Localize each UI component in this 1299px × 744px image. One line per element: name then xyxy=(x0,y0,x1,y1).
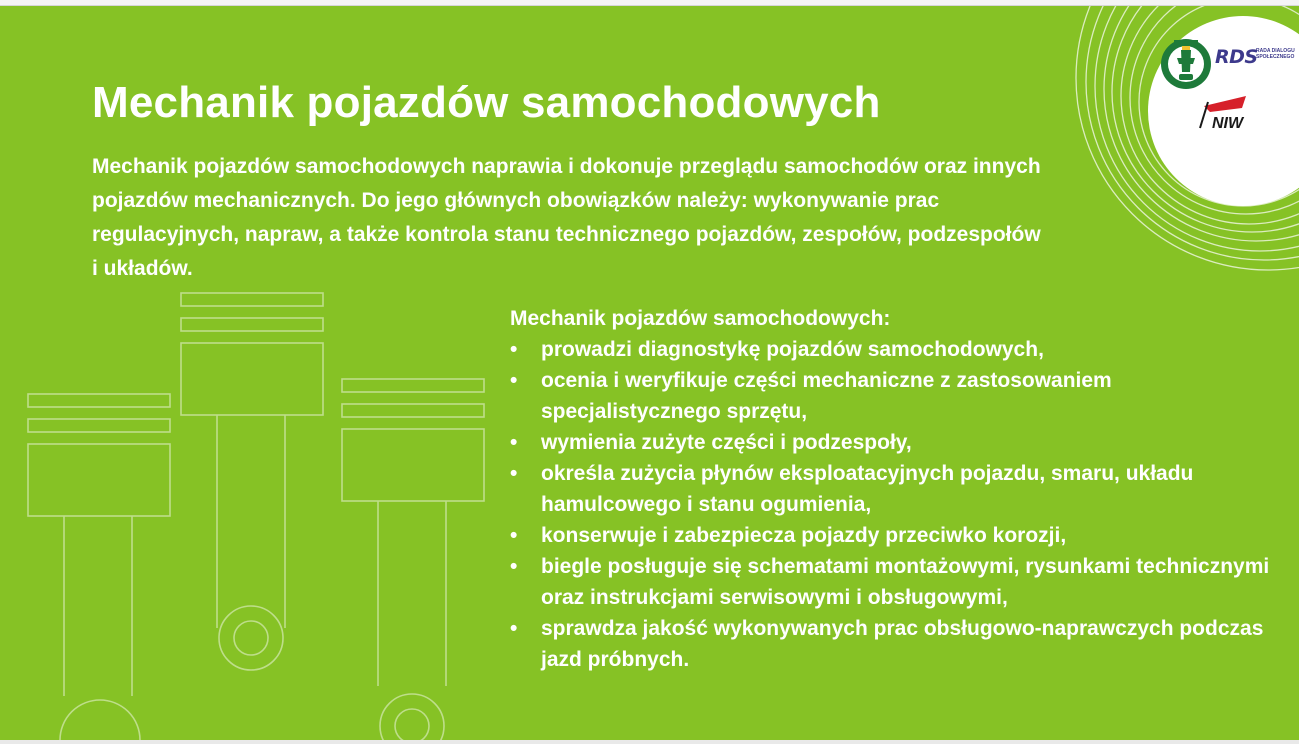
slide-title: Mechanik pojazdów samochodowych xyxy=(92,78,881,127)
list-item-text: sprawdza jakość wykonywanych prac obsługowo-naprawczych podczas jazd próbnych. xyxy=(541,617,1264,671)
list-item-text: biegle posługuje się schematami montażowymi, rysunkami technicznymi oraz instrukcjami serwisowymi i obsługowymi, xyxy=(541,555,1270,609)
bullet-icon: • xyxy=(510,617,518,640)
list-item-text: ocenia i weryfikuje części mechaniczne z zastosowaniem specjalistycznego sprzętu, xyxy=(541,369,1112,423)
rds-logo-subtitle: RADA DIALOGU SPOŁECZNEGO xyxy=(1256,48,1295,60)
rds-logo-text: RDS xyxy=(1215,46,1258,68)
presentation-slide xyxy=(0,6,1299,740)
svg-text:NIW: NIW xyxy=(1212,115,1244,132)
concentric-rings-icon xyxy=(0,6,1299,740)
intro-paragraph: Mechanik pojazdów samochodowych naprawia i dokonuje przeglądu samochodów oraz innych pojazdów mechanicznych. Do jego głównych obowiązków należy: wykonywanie prac regulacyjnych, napraw, a także kontrola stanu technicznego pojazdów, zespołów, podzespołów i układów. xyxy=(92,155,1041,280)
bullet-icon: • xyxy=(510,462,518,485)
window-bottom-edge xyxy=(0,740,1299,744)
bullet-icon: • xyxy=(510,524,518,547)
list-item-text: wymienia zużyte części i podzespoły, xyxy=(541,431,912,454)
list-item-text: określa zużycia płynów eksploatacyjnych pojazdu, smaru, układu hamulcowego i stanu ogumienia, xyxy=(541,462,1194,516)
bullet-icon: • xyxy=(510,431,518,454)
niw-logo xyxy=(1196,92,1256,132)
list-item-text: konserwuje i zabezpiecza pojazdy przeciwko korozji, xyxy=(541,524,1067,547)
duties-heading: Mechanik pojazdów samochodowych: xyxy=(510,307,891,330)
bullet-icon: • xyxy=(510,555,518,578)
rds-logo xyxy=(1215,46,1295,72)
list-item-text: prowadzi diagnostykę pojazdów samochodowych, xyxy=(541,338,1044,361)
bullet-icon: • xyxy=(510,369,518,392)
bullet-icon: • xyxy=(510,338,518,361)
rzemioslo-logo xyxy=(1160,36,1212,92)
